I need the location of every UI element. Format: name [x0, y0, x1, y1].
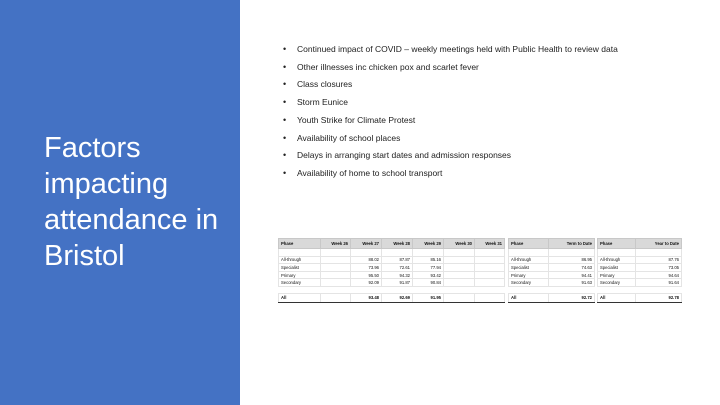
table-cell: [279, 286, 321, 293]
table-cell: [413, 286, 444, 293]
table-cell: 91.63: [549, 279, 595, 287]
table-row: [598, 279, 682, 287]
table-cell: [475, 249, 505, 257]
table-cell: [321, 279, 351, 287]
total-cell: 92.69: [382, 293, 413, 302]
column-header: Week 28: [382, 239, 413, 249]
weekly-attendance-table: [278, 238, 505, 303]
table-cell: Specialist: [598, 264, 636, 272]
column-header: Phase: [598, 239, 636, 249]
table-total-row: [509, 293, 595, 302]
list-item: • Youth Strike for Climate Protest: [283, 112, 703, 130]
table-header-row: [598, 239, 682, 249]
total-cell: 92.78: [636, 293, 682, 302]
table-cell: [636, 249, 682, 257]
table-cell: Secondary: [279, 279, 321, 287]
column-header: Phase: [509, 239, 549, 249]
table-cell: Primary: [509, 271, 549, 279]
table-cell: [382, 249, 413, 257]
column-header: Week 30: [444, 239, 475, 249]
list-item: • Delays in arranging start dates and admission responses: [283, 147, 703, 165]
table-row: [509, 264, 595, 272]
table-cell: 94.41: [549, 271, 595, 279]
table-cell: [444, 286, 475, 293]
table-cell: [549, 249, 595, 257]
year-to-date-table: [597, 238, 682, 303]
table-cell: [598, 249, 636, 257]
table-cell: 73.05: [636, 264, 682, 272]
table-cell: [444, 264, 475, 272]
table-cell: 91.64: [636, 279, 682, 287]
table-cell: [549, 286, 595, 293]
column-header: Week 26: [321, 239, 351, 249]
table-row: [598, 271, 682, 279]
table-row: [279, 264, 505, 272]
table-cell: [413, 249, 444, 257]
table-total-row: [598, 293, 682, 302]
table-spacer-row: [598, 249, 682, 257]
table-cell: [351, 249, 382, 257]
table-cell: 77.94: [413, 264, 444, 272]
table-cell: All-through: [598, 256, 636, 264]
column-header: Term to Date: [549, 239, 595, 249]
table-cell: 85.16: [413, 256, 444, 264]
table-cell: [321, 256, 351, 264]
table-cell: [444, 256, 475, 264]
table-cell: Secondary: [509, 279, 549, 287]
table-cell: 94.32: [382, 271, 413, 279]
table-cell: 72.61: [382, 264, 413, 272]
column-header: Week 27: [351, 239, 382, 249]
table-cell: 87.87: [382, 256, 413, 264]
table-cell: [444, 249, 475, 257]
total-cell: All: [279, 293, 321, 302]
table-cell: [475, 264, 505, 272]
term-to-date-table: [508, 238, 595, 303]
total-cell: 91.95: [413, 293, 444, 302]
table-cell: 86.95: [549, 256, 595, 264]
table-gap-row: [598, 286, 682, 293]
table-row: [598, 256, 682, 264]
table-cell: Specialist: [279, 264, 321, 272]
table-gap-row: [509, 286, 595, 293]
table-row: [279, 271, 505, 279]
table-spacer-row: [509, 249, 595, 257]
table-cell: [636, 286, 682, 293]
total-cell: 93.48: [351, 293, 382, 302]
table-header-row: [509, 239, 595, 249]
table-row: [509, 279, 595, 287]
total-cell: [475, 293, 505, 302]
table-cell: 92.09: [351, 279, 382, 287]
table-row: [509, 256, 595, 264]
table-cell: 87.76: [636, 256, 682, 264]
table-cell: [351, 286, 382, 293]
column-header: Week 31: [475, 239, 505, 249]
table-total-row: [279, 293, 505, 302]
slide-title: Factors impacting attendance in Bristol: [44, 132, 219, 272]
total-cell: [444, 293, 475, 302]
table-cell: 73.96: [351, 264, 382, 272]
list-item: • Availability of school places: [283, 130, 703, 148]
table-cell: [444, 271, 475, 279]
table-cell: [509, 249, 549, 257]
table-cell: 88.02: [351, 256, 382, 264]
table-header-row: [279, 239, 505, 249]
table-cell: [321, 264, 351, 272]
table-cell: Secondary: [598, 279, 636, 287]
table-cell: [321, 286, 351, 293]
table-cell: [475, 286, 505, 293]
total-cell: 92.72: [549, 293, 595, 302]
list-item: • Storm Eunice: [283, 94, 703, 112]
table-cell: [475, 256, 505, 264]
total-cell: [321, 293, 351, 302]
table-cell: 95.50: [351, 271, 382, 279]
column-header: Week 29: [413, 239, 444, 249]
total-cell: All: [598, 293, 636, 302]
list-item: • Availability of home to school transport: [283, 165, 703, 183]
table-spacer-row: [279, 249, 505, 257]
title-panel: [0, 0, 240, 405]
table-cell: Primary: [279, 271, 321, 279]
table-cell: [382, 286, 413, 293]
table-cell: [321, 249, 351, 257]
list-item: • Other illnesses inc chicken pox and scarlet fever: [283, 59, 703, 77]
factor-list: [283, 41, 703, 183]
column-header: Phase: [279, 239, 321, 249]
total-cell: All: [509, 293, 549, 302]
table-cell: 90.84: [413, 279, 444, 287]
table-gap-row: [279, 286, 505, 293]
table-cell: Specialist: [509, 264, 549, 272]
column-header: Year to Date: [636, 239, 682, 249]
table-cell: [598, 286, 636, 293]
table-row: [598, 264, 682, 272]
table-cell: 74.63: [549, 264, 595, 272]
table-cell: [475, 271, 505, 279]
table-cell: All-through: [509, 256, 549, 264]
table-cell: 93.42: [413, 271, 444, 279]
table-cell: [279, 249, 321, 257]
table-cell: [444, 279, 475, 287]
table-cell: All-through: [279, 256, 321, 264]
table-cell: Primary: [598, 271, 636, 279]
table-cell: [475, 279, 505, 287]
table-row: [509, 271, 595, 279]
table-cell: 94.64: [636, 271, 682, 279]
table-cell: [321, 271, 351, 279]
list-item: • Class closures: [283, 76, 703, 94]
list-item: • Continued impact of COVID – weekly meetings held with Public Health to review data: [283, 41, 703, 59]
table-cell: 91.87: [382, 279, 413, 287]
table-row: [279, 279, 505, 287]
table-cell: [509, 286, 549, 293]
table-row: [279, 256, 505, 264]
